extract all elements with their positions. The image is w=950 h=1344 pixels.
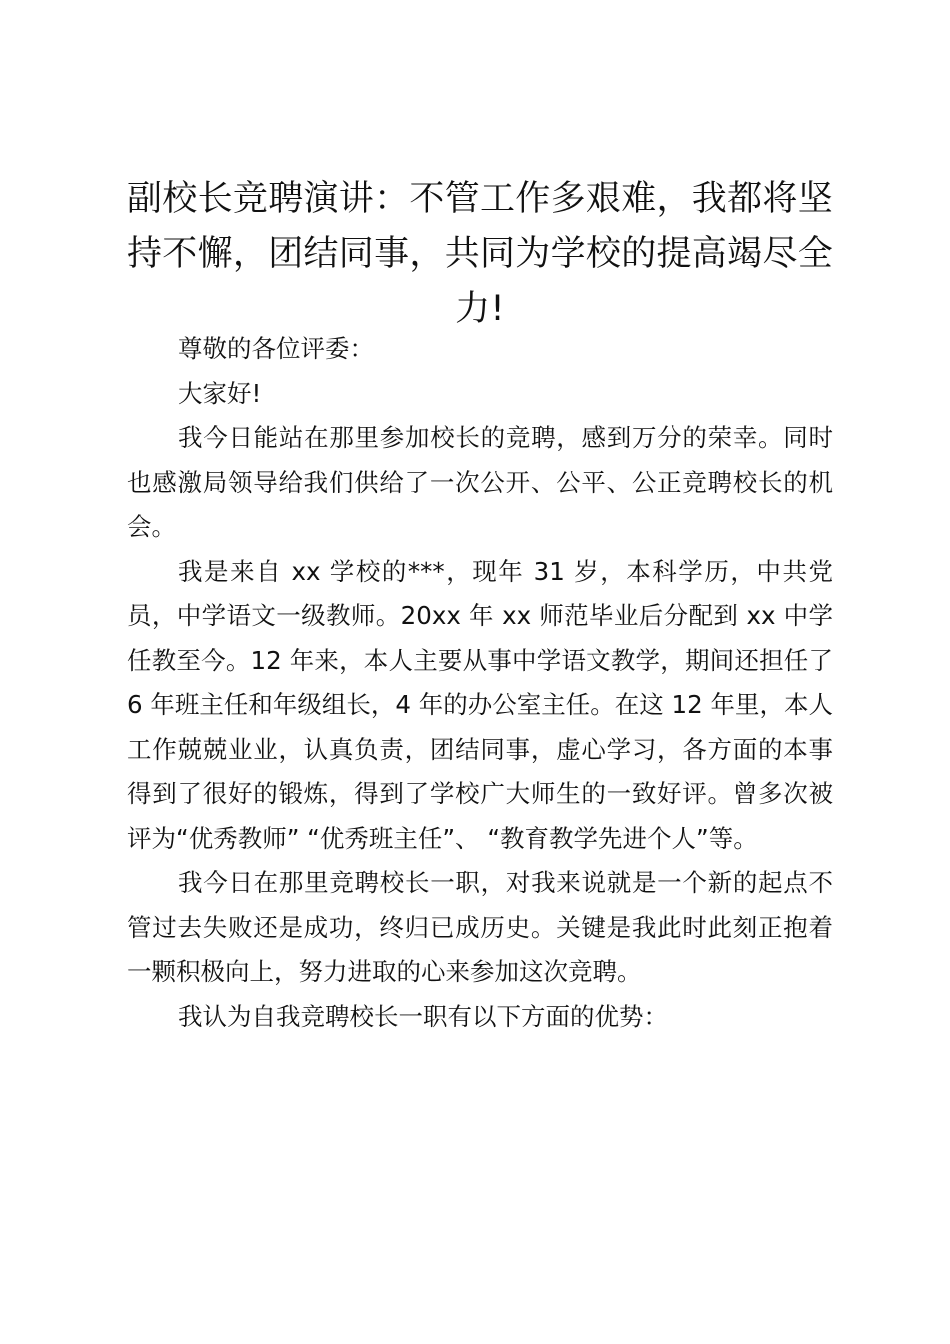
greeting-paragraph: 大家好! — [178, 378, 262, 408]
document-body — [127, 327, 833, 1039]
body-paragraph: 我是来自 xx 学校的***，现年 31 岁，本科学历，中共党员，中学语文一级教师。20xx 年 xx 师范毕业后分配到 xx 中学任教至今。12 年来，本人主要从事中学语文教学，期间还担任了 6 年班主任和年级组长，4 年的办公室主任。在这 12 年里，本人工作兢兢业业，认真负责，团结同事，虚心学习，各方面的本事得到了很好的锻炼，得到了学校广大师生的一致好评。曾多次被评为“优秀教师” “优秀班主任”、 “教育教学先进个人”等。 — [127, 556, 833, 853]
salutation-paragraph: 尊敬的各位评委： — [178, 334, 374, 363]
body-paragraph: 我认为自我竞聘校长一职有以下方面的优势： — [178, 1001, 668, 1031]
body-paragraph: 我今日能站在那里参加校长的竞聘，感到万分的荣幸。同时也感激局领导给我们供给了一次公开、公平、公正竞聘校长的机会。 — [127, 423, 833, 541]
document-title: 副校长竞聘演讲：不管工作多艰难，我都将坚持不懈，团结同事，共同为学校的提高竭尽全力! — [127, 179, 834, 329]
body-paragraph: 我今日在那里竞聘校长一职，对我来说就是一个新的起点不管过去失败还是成功，终归已成历史。关键是我此时此刻正抱着一颗积极向上，努力进取的心来参加这次竞聘。 — [127, 868, 833, 986]
